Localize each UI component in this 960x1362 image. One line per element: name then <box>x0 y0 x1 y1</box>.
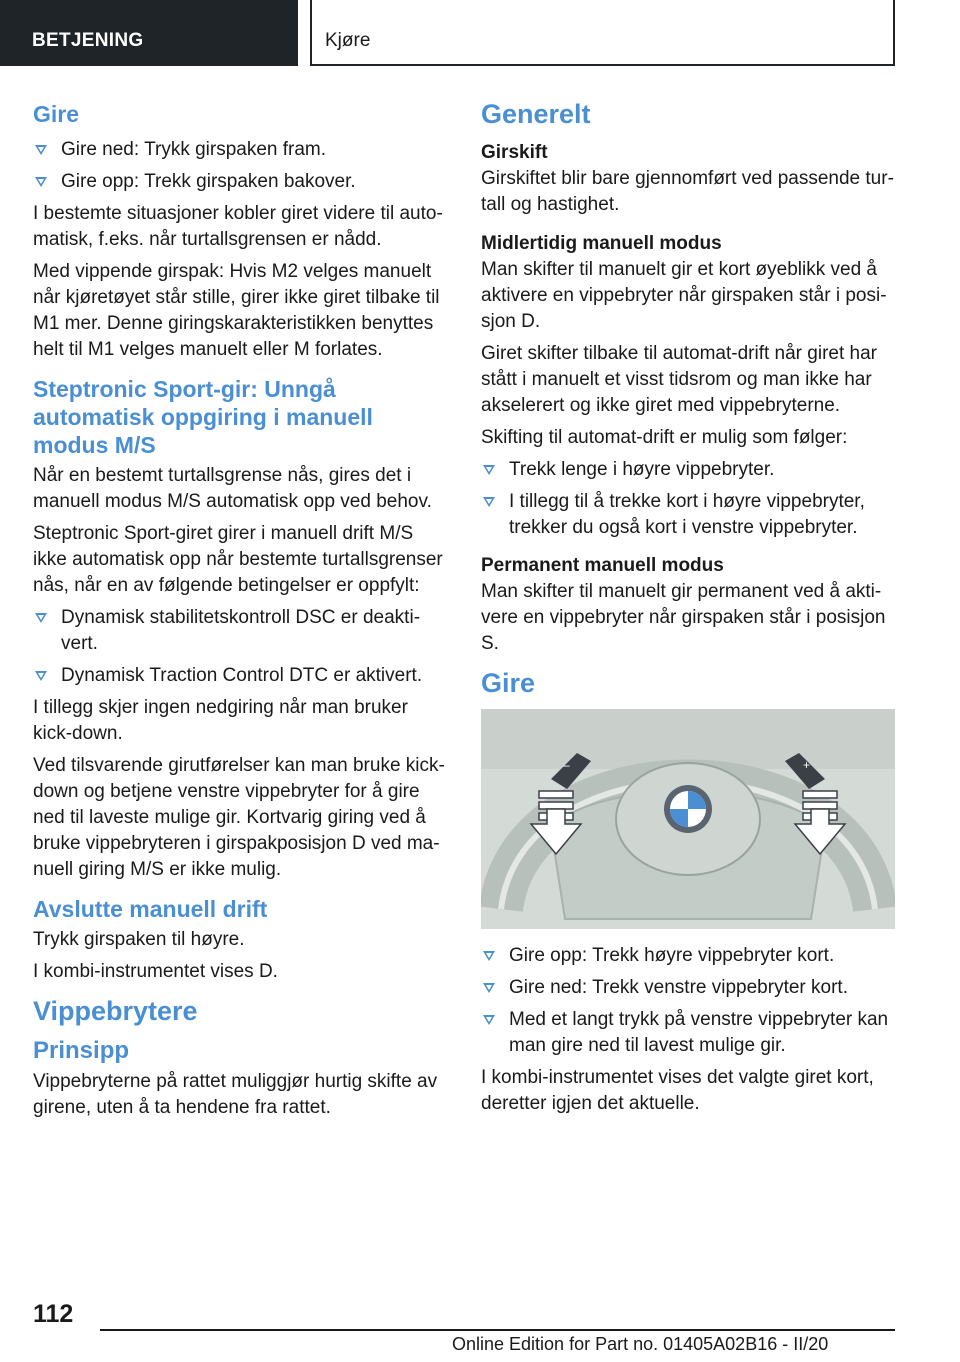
paragraph: Ved tilsvarende girutførelser kan man bruke kickdown og betjene venstre vippebryter for å gire ned til laveste mulige gir. Kortvarig giring ved å bruke vippebryteren i girspakposisjon D ved manuell giring M/S er ikke mulig. <box>33 755 445 880</box>
subheading-midlertidig: Midlertidig manuell modus <box>481 233 722 254</box>
page-number: 112 <box>33 1300 74 1328</box>
svg-text:–: – <box>563 758 570 772</box>
bullet-triangle-icon <box>35 177 47 187</box>
heading-steptronic: Steptronic Sport-gir: Unngå automatisk oppgiring i manuell modus M/S <box>33 376 373 458</box>
list-item: Gire opp: Trekk høyre vippebryter kort. <box>481 943 897 969</box>
left-column <box>33 100 449 1127</box>
heading-gire: Gire <box>33 101 80 127</box>
list-item: Trekk lenge i høyre vippebryter. <box>481 457 897 483</box>
bullet-triangle-icon <box>35 671 47 681</box>
paragraph: Skifting til automat-drift er mulig som følger: <box>481 427 848 448</box>
paragraph: Med vippende girspak: Hvis M2 velges manuelt når kjøretøyet står stille, girer ikke giret tilbake til M1 mer. Denne giringskarakteristikken benyttes helt til M1 velges manuelt eller M forlates. <box>33 261 440 360</box>
paragraph: I tillegg skjer ingen nedgiring når man bruker kick-down. <box>33 697 408 744</box>
header-chapter-tab <box>310 0 895 66</box>
bullet-triangle-icon <box>483 951 495 961</box>
heading-prinsipp: Prinsipp <box>33 1037 130 1064</box>
header-section-label: BETJENING <box>32 30 144 51</box>
subheading-permanent: Permanent manuell modus <box>481 555 724 576</box>
list-item: Dynamisk stabilitetskontroll DSC er deaktivert. <box>33 605 449 657</box>
bullet-triangle-icon <box>483 465 495 475</box>
bullet-triangle-icon <box>35 613 47 623</box>
paragraph: I bestemte situasjoner kobler giret videre til automatisk, f.eks. når turtallsgrensen er nådd. <box>33 203 443 250</box>
footer-divider <box>100 1329 895 1331</box>
bullet-triangle-icon <box>483 983 495 993</box>
paragraph: Man skifter til manuelt gir permanent ved å aktivere en vippebryter når girspaken står i posisjon S. <box>481 581 886 654</box>
subheading-girskift: Girskift <box>481 142 548 163</box>
paragraph: Giret skifter tilbake til automat-drift når giret har stått i manuelt et visst tidsrom og man ikke har akselerert og ikke giret med vippebryterne. <box>481 343 877 416</box>
paragraph: Girskiftet blir bare gjennomført ved passende turtall og hastighet. <box>481 168 894 215</box>
bullet-triangle-icon <box>35 145 47 155</box>
paragraph: Vippebryterne på rattet muliggjør hurtig skifte av girene, uten å ta hendene fra rattet. <box>33 1071 438 1118</box>
paragraph: I kombi-instrumentet vises det valgte giret kort, deretter igjen det aktuelle. <box>481 1067 874 1114</box>
heading-vippebrytere: Vippebrytere <box>33 996 198 1026</box>
steering-wheel-illustration <box>481 709 895 929</box>
list-item: Gire opp: Trekk girspaken bakover. <box>33 169 449 195</box>
heading-gire-paddles: Gire <box>481 668 536 698</box>
steering-wheel-paddles-icon <box>481 709 895 929</box>
list-item: Med et langt trykk på venstre vippebryter kan man gire ned til lavest mulige gir. <box>481 1007 897 1059</box>
bullet-triangle-icon <box>483 497 495 507</box>
svg-text:+: + <box>803 758 811 772</box>
footer-edition: Online Edition for Part no. 01405A02B16 - II/20 <box>452 1334 829 1354</box>
paragraph: I kombi-instrumentet vises D. <box>33 961 278 982</box>
list-item: I tillegg til å trekke kort i høyre vippebryter, trekker du også kort i venstre vippebryter. <box>481 489 897 541</box>
header-section-tab <box>0 0 298 66</box>
paragraph: Steptronic Sport-giret girer i manuell drift M/S ikke automatisk opp når bestemte turtallsgrenser nås, når en av følgende betingelser er oppfylt: <box>33 523 443 596</box>
bullet-triangle-icon <box>483 1015 495 1025</box>
list-item: Gire ned: Trekk venstre vippebryter kort. <box>481 975 897 1001</box>
header-chapter-label: Kjøre <box>325 30 371 51</box>
right-column <box>481 100 897 1123</box>
list-item: Dynamisk Traction Control DTC er aktivert. <box>33 663 449 689</box>
list-item: Gire ned: Trykk girspaken fram. <box>33 137 449 163</box>
paragraph: Man skifter til manuelt gir et kort øyeblikk ved å aktivere en vippebryter når girspaken står i posisjon D. <box>481 259 887 332</box>
paragraph: Trykk girspaken til høyre. <box>33 929 245 950</box>
paragraph: Når en bestemt turtallsgrense nås, gires det i manuell modus M/S automatisk opp ved behov. <box>33 465 432 512</box>
heading-avslutte: Avslutte manuell drift <box>33 896 268 922</box>
heading-generelt: Generelt <box>481 99 591 129</box>
